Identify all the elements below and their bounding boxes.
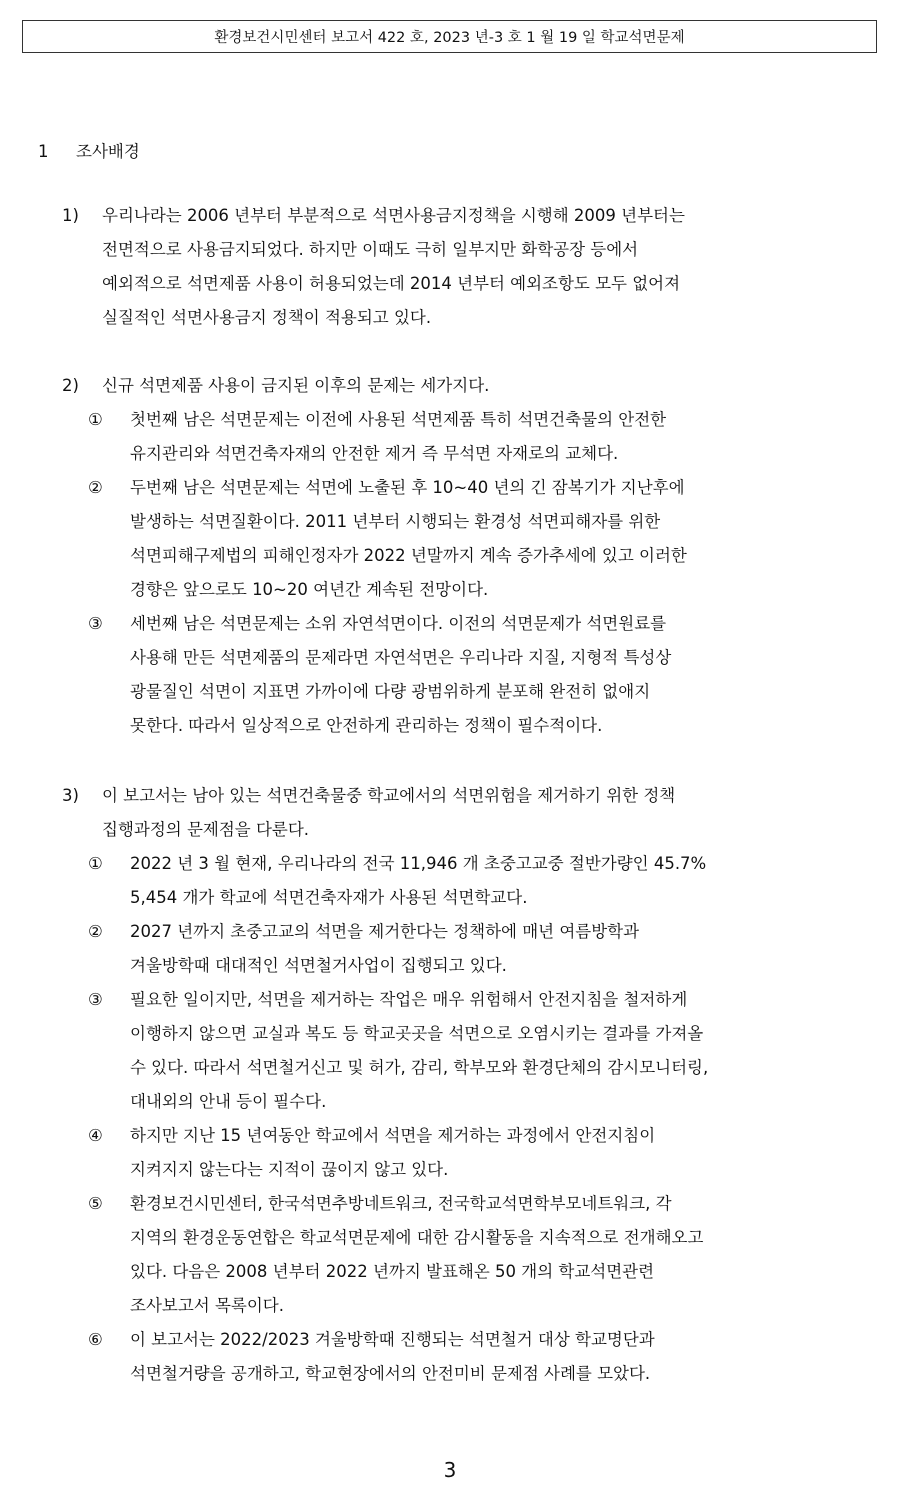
item-3-sub-5 [88,1187,878,1323]
item-3-sub-4 [88,1119,878,1187]
text-line: 석면철거량을 공개하고, 학교현장에서의 안전미비 문제점 사례를 모았다. [130,1364,651,1383]
text-line: 두번째 남은 석면문제는 석면에 노출된 후 10~40 년의 긴 잠복기가 지난후에 [130,478,685,497]
circled-number: ① [88,410,103,429]
item-3-sub-1 [88,847,878,915]
text-line: 2022 년 3 월 현재, 우리나라의 전국 11,946 개 초중고교중 절반가량인 45.7% [130,854,707,873]
text-line: 경향은 앞으로도 10~20 여년간 계속된 전망이다. [130,580,489,599]
item-2-sub-3 [88,607,878,743]
text-line: 신규 석면제품 사용이 금지된 이후의 문제는 세가지다. [102,376,490,395]
text-line: 세번째 남은 석면문제는 소위 자연석면이다. 이전의 석면문제가 석면원료를 [130,614,667,633]
circled-number: ⑤ [88,1194,103,1213]
text-line: 유지관리와 석면건축자재의 안전한 제거 즉 무석면 자재로의 교체다. [130,444,619,463]
item-1-paragraph [102,199,882,335]
text-line: 이 보고서는 2022/2023 겨울방학때 진행되는 석면철거 대상 학교명단과 [130,1330,655,1349]
item-1-number: 1) [62,206,79,225]
item-2-sub-1 [88,403,878,471]
text-line: 5,454 개가 학교에 석면건축자재가 사용된 석면학교다. [130,888,528,907]
circled-number: ④ [88,1126,103,1145]
item-3-paragraph [102,779,882,847]
item-2-number: 2) [62,376,79,395]
text-line: 환경보건시민센터, 한국석면추방네트워크, 전국학교석면학부모네트워크, 각 [130,1194,672,1213]
text-line: 지켜지지 않는다는 지적이 끊이지 않고 있다. [130,1160,449,1179]
text-line: 전면적으로 사용금지되었다. 하지만 이때도 극히 일부지만 화학공장 등에서 [102,240,639,259]
text-line: 집행과정의 문제점을 다룬다. [102,820,310,839]
item-2-sub-2 [88,471,878,607]
text-line: 있다. 다음은 2008 년부터 2022 년까지 발표해온 50 개의 학교석면관련 [130,1262,655,1281]
text-line: 첫번째 남은 석면문제는 이전에 사용된 석면제품 특히 석면건축물의 안전한 [130,410,667,429]
text-line: 예외적으로 석면제품 사용이 허용되었는데 2014 년부터 예외조항도 모두 없어져 [102,274,681,293]
text-line: 실질적인 석면사용금지 정책이 적용되고 있다. [102,308,432,327]
circled-number: ③ [88,990,103,1009]
text-line: 우리나라는 2006 년부터 부분적으로 석면사용금지정책을 시행해 2009 년부터는 [102,206,685,225]
item-2-paragraph [102,369,882,403]
circled-number: ① [88,854,103,873]
text-line: 광물질인 석면이 지표면 가까이에 다량 광범위하게 분포해 완전히 없애지 [130,682,651,701]
circled-number: ② [88,922,103,941]
text-line: 대내외의 안내 등이 필수다. [130,1092,327,1111]
text-line: 조사보고서 목록이다. [130,1296,284,1315]
text-line: 발생하는 석면질환이다. 2011 년부터 시행되는 환경성 석면피해자를 위한 [130,512,661,531]
report-header-text: 환경보건시민센터 보고서 422 호, 2023 년-3 호 1 월 19 일 학교석면문제 [214,30,685,46]
circled-number: ⑥ [88,1330,103,1349]
item-3-sub-3 [88,983,878,1119]
text-line: 이 보고서는 남아 있는 석면건축물중 학교에서의 석면위험을 제거하기 위한 정책 [102,786,676,805]
page-number: 3 [443,1458,457,1482]
text-line: 하지만 지난 15 년여동안 학교에서 석면을 제거하는 과정에서 안전지침이 [130,1126,656,1145]
text-line: 석면피해구제법의 피해인정자가 2022 년말까지 계속 증가추세에 있고 이러한 [130,546,687,565]
section-number: 1 [38,142,49,161]
section-heading [38,138,140,162]
item-3-sub-2 [88,915,878,983]
circled-number: ③ [88,614,103,633]
text-line: 지역의 환경운동연합은 학교석면문제에 대한 감시활동을 지속적으로 전개해오고 [130,1228,704,1247]
text-line: 수 있다. 따라서 석면철거신고 및 허가, 감리, 학부모와 환경단체의 감시모니터링, [130,1058,709,1077]
text-line: 2027 년까지 초중고교의 석면을 제거한다는 정책하에 매년 여름방학과 [130,922,640,941]
section-title-text: 조사배경 [76,142,140,161]
item-3-number: 3) [62,786,79,805]
circled-number: ② [88,478,103,497]
text-line: 이행하지 않으면 교실과 복도 등 학교곳곳을 석면으로 오염시키는 결과를 가져올 [130,1024,704,1043]
item-3-sub-6 [88,1323,878,1391]
text-line: 못한다. 따라서 일상적으로 안전하게 관리하는 정책이 필수적이다. [130,716,603,735]
text-line: 사용해 만든 석면제품의 문제라면 자연석면은 우리나라 지질, 지형적 특성상 [130,648,672,667]
text-line: 겨울방학때 대대적인 석면철거사업이 집행되고 있다. [130,956,507,975]
report-header [22,20,877,53]
text-line: 필요한 일이지만, 석면을 제거하는 작업은 매우 위험해서 안전지침을 철저하게 [130,990,688,1009]
